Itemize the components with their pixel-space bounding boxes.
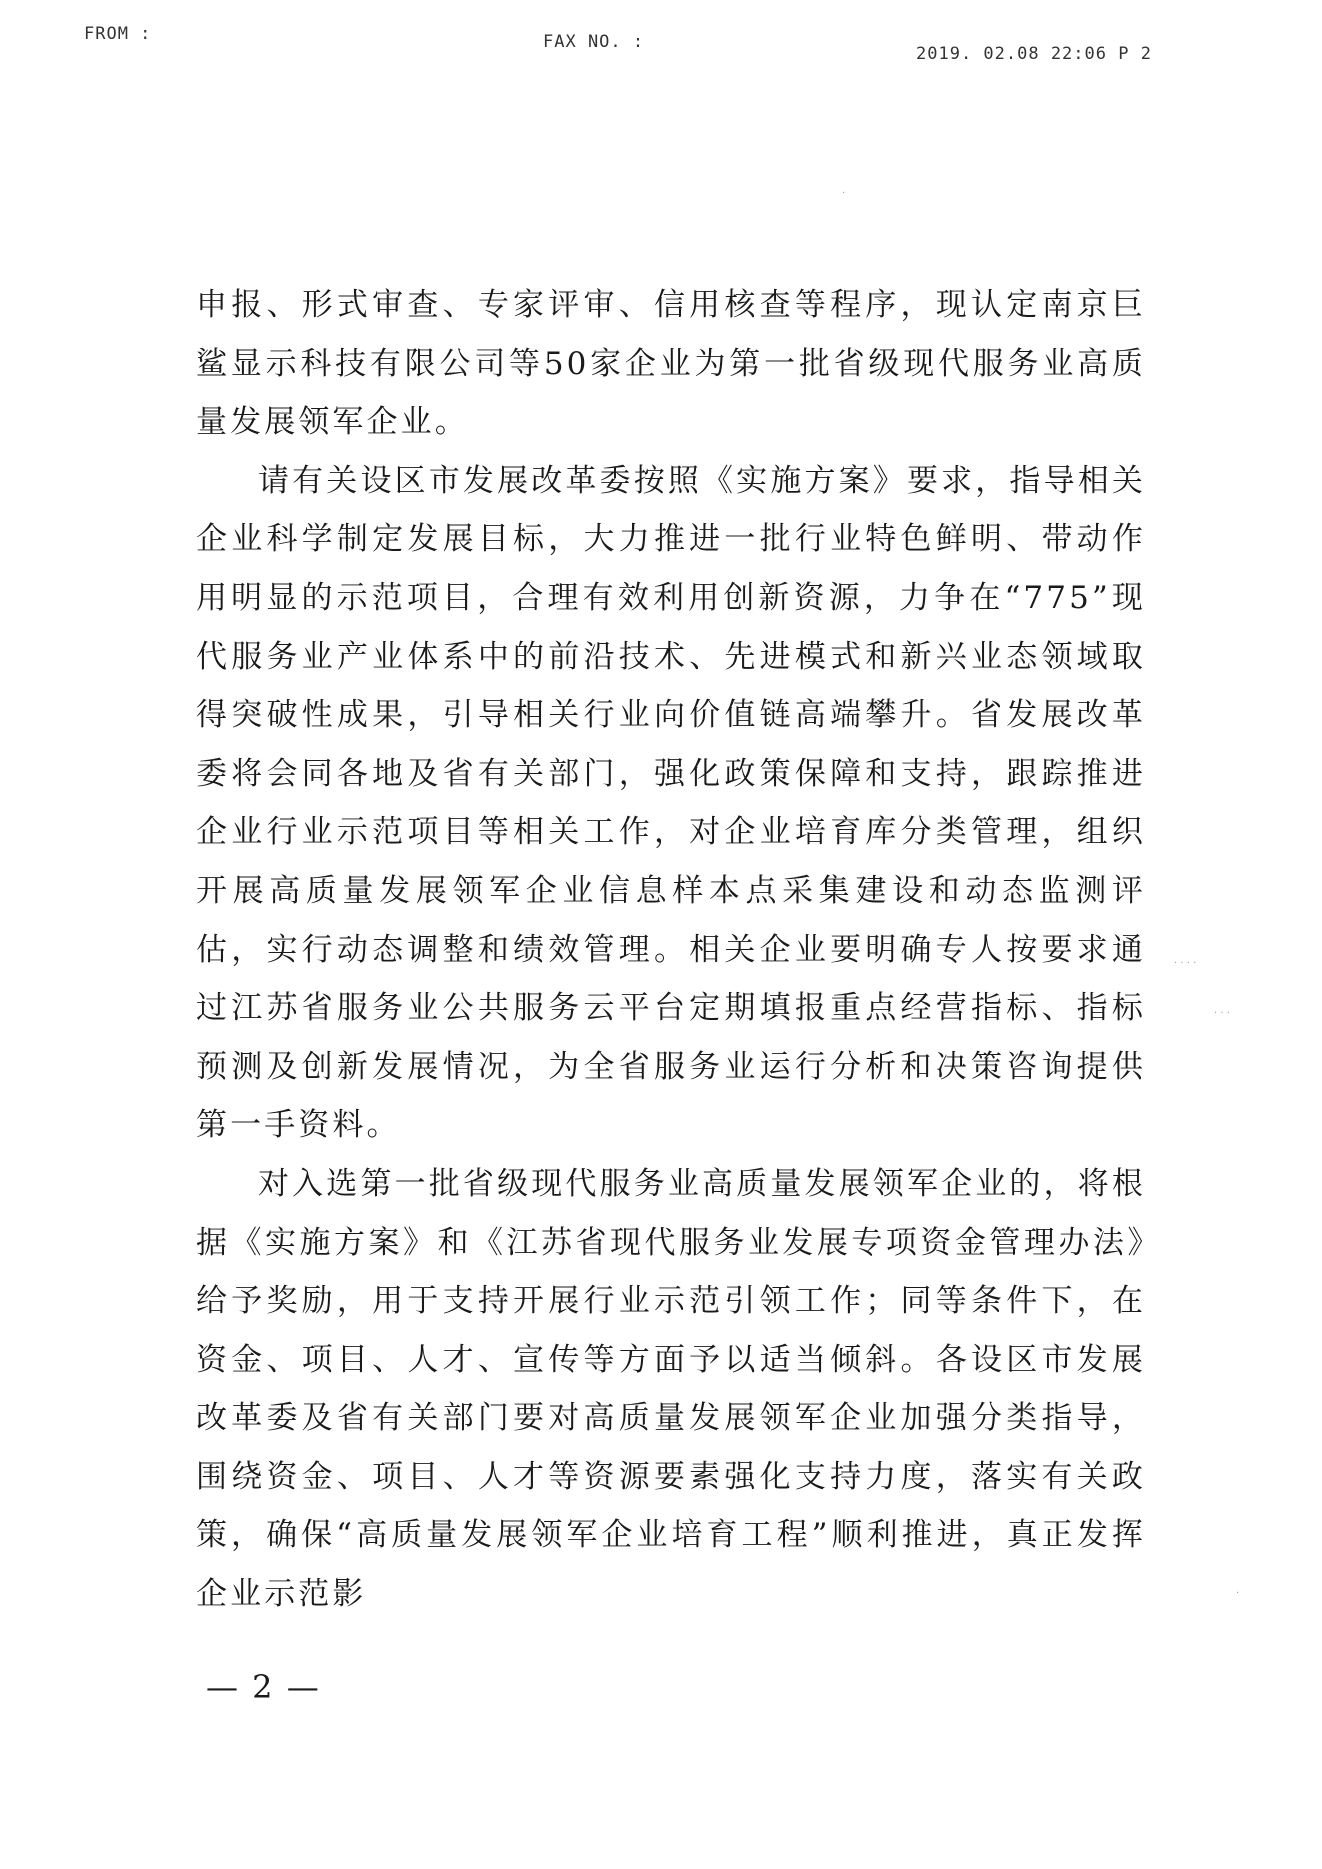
paragraph-continuation: 申报、形式审查、专家评审、信用核查等程序，现认定南京巨鲨显示科技有限公司等50家企业为第一批省级现代服务业高质量发展领军企业。 xyxy=(196,287,1146,441)
scan-speck: · · · xyxy=(1214,1008,1230,1019)
fax-timestamp: 2019. 02.08 22:06 P 2 xyxy=(916,44,1152,64)
fax-number: FAX NO. : xyxy=(543,32,645,52)
scan-speck: · xyxy=(842,188,846,199)
scan-speck: · · · · xyxy=(1174,958,1197,969)
paragraph-guidance: 请有关设区市发展改革委按照《实施方案》要求，指导相关企业科学制定发展目标，大力推进一批行业特色鲜明、带动作用明显的示范项目，合理有效利用创新资源，力争在“775”现代服务业产业体系中的前沿技术、先进模式和新兴业态领域取得突破性成果，引导相关行业向价值链高端攀升。省发展改革委将会同各地及省有关部门，强化政策保障和支持，跟踪推进企业行业示范项目等相关工作，对企业培育库分类管理，组织开展高质量发展领军企业信息样本点采集建设和动态监测评估，实行动态调整和绩效管理。相关企业要明确专人按要求通过江苏省服务业公共服务云平台定期填报重点经营指标、指标预测及创新发展情况，为全省服务业运行分析和决策咨询提供第一手资料。 xyxy=(196,462,1146,1144)
fax-from: FROM : xyxy=(84,24,152,44)
scan-speck: · xyxy=(1236,1588,1240,1599)
page-number: — 2 — xyxy=(206,1668,321,1706)
fax-header xyxy=(0,24,1322,64)
paragraph-rewards: 对入选第一批省级现代服务业高质量发展领军企业的，将根据《实施方案》和《江苏省现代服务业发展专项资金管理办法》给予奖励，用于支持开展行业示范引领工作；同等条件下，在资金、项目、人才、宣传等方面予以适当倾斜。各设区市发展改革委及省有关部门要对高质量发展领军企业加强分类指导，围绕资金、项目、人才等资源要素强化支持力度，落实有关政策，确保“高质量发展领军企业培育工程”顺利推进，真正发挥企业示范影 xyxy=(196,1165,1146,1613)
document-body xyxy=(196,276,1146,1624)
